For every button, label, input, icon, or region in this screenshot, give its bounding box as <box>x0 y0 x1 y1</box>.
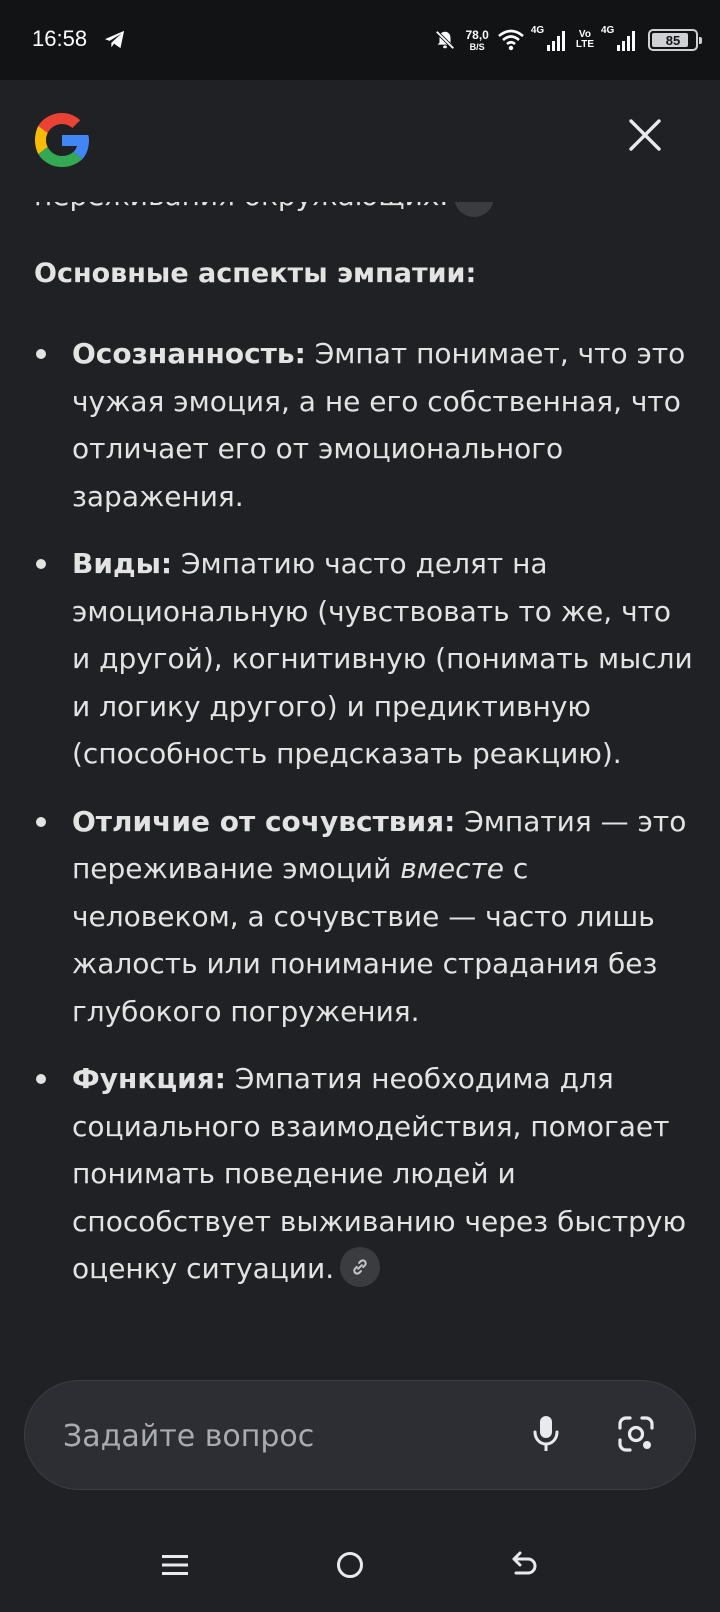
recents-button[interactable] <box>150 1542 200 1592</box>
bullet-emphasis: вместе <box>400 852 505 885</box>
status-bar <box>0 0 720 80</box>
aspects-list <box>34 330 694 1313</box>
battery-icon: 85 <box>648 29 698 51</box>
menu-icon <box>161 1551 189 1583</box>
close-icon <box>628 118 662 156</box>
signal-icon: 4G <box>533 27 567 53</box>
signal-icon: 4G <box>603 27 637 53</box>
status-icons <box>434 22 698 58</box>
list-item <box>34 330 694 520</box>
ask-input[interactable] <box>63 1411 463 1461</box>
mic-icon <box>531 1414 561 1458</box>
wifi-icon <box>498 29 524 51</box>
telegram-icon <box>104 30 126 54</box>
google-logo[interactable] <box>30 108 94 176</box>
volte-indicator: Vo LTE <box>575 29 594 50</box>
back-button[interactable] <box>500 1542 550 1592</box>
lens-button[interactable] <box>611 1411 661 1461</box>
app-header <box>0 80 720 202</box>
system-nav-bar <box>0 1520 720 1612</box>
bullet-text: Эмпатия необходима для социального взаимодействия, помогает понимать поведение людей и способствует выживанию через быструю оценку ситуации. <box>72 1062 687 1285</box>
bullet-term: Осознанность: <box>72 337 306 370</box>
bullet-text: Эмпатия — это переживание эмоций <box>72 804 687 885</box>
list-item <box>34 1055 694 1293</box>
list-item <box>34 798 694 1036</box>
close-button[interactable] <box>620 112 670 162</box>
home-button[interactable] <box>325 1542 375 1592</box>
link-icon[interactable] <box>340 1247 380 1287</box>
bullet-term: Виды: <box>72 547 173 580</box>
bullet-term: Функция: <box>72 1062 226 1095</box>
section-heading: Основные аспекты эмпатии: <box>34 258 477 289</box>
bullet-term: Отличие от сочувствия: <box>72 804 456 838</box>
back-icon <box>510 1550 540 1584</box>
bullet-text: Эмпатию часто делят на эмоциональную (чувствовать то же, что и другой), когнитивную (понимать мысли и логику другого) и предиктивную (способность предсказать реакцию). <box>72 547 693 770</box>
list-item <box>34 540 694 778</box>
bullet-text: с человеком, а сочувствие — часто лишь жалость или понимание страдания без глубокого погружения. <box>72 852 658 1028</box>
home-icon <box>335 1550 365 1584</box>
bell-off-icon <box>434 29 456 51</box>
mic-button[interactable] <box>521 1411 571 1461</box>
net-speed: 78,0 B/S <box>465 27 489 52</box>
ask-bar <box>24 1380 696 1490</box>
camera-lens-icon <box>616 1414 656 1458</box>
bullet-text: Эмпат понимает, что это чужая эмоция, а не его собственная, что отличает его от эмоционального заражения. <box>72 337 686 513</box>
status-time: 16:58 <box>32 26 88 51</box>
